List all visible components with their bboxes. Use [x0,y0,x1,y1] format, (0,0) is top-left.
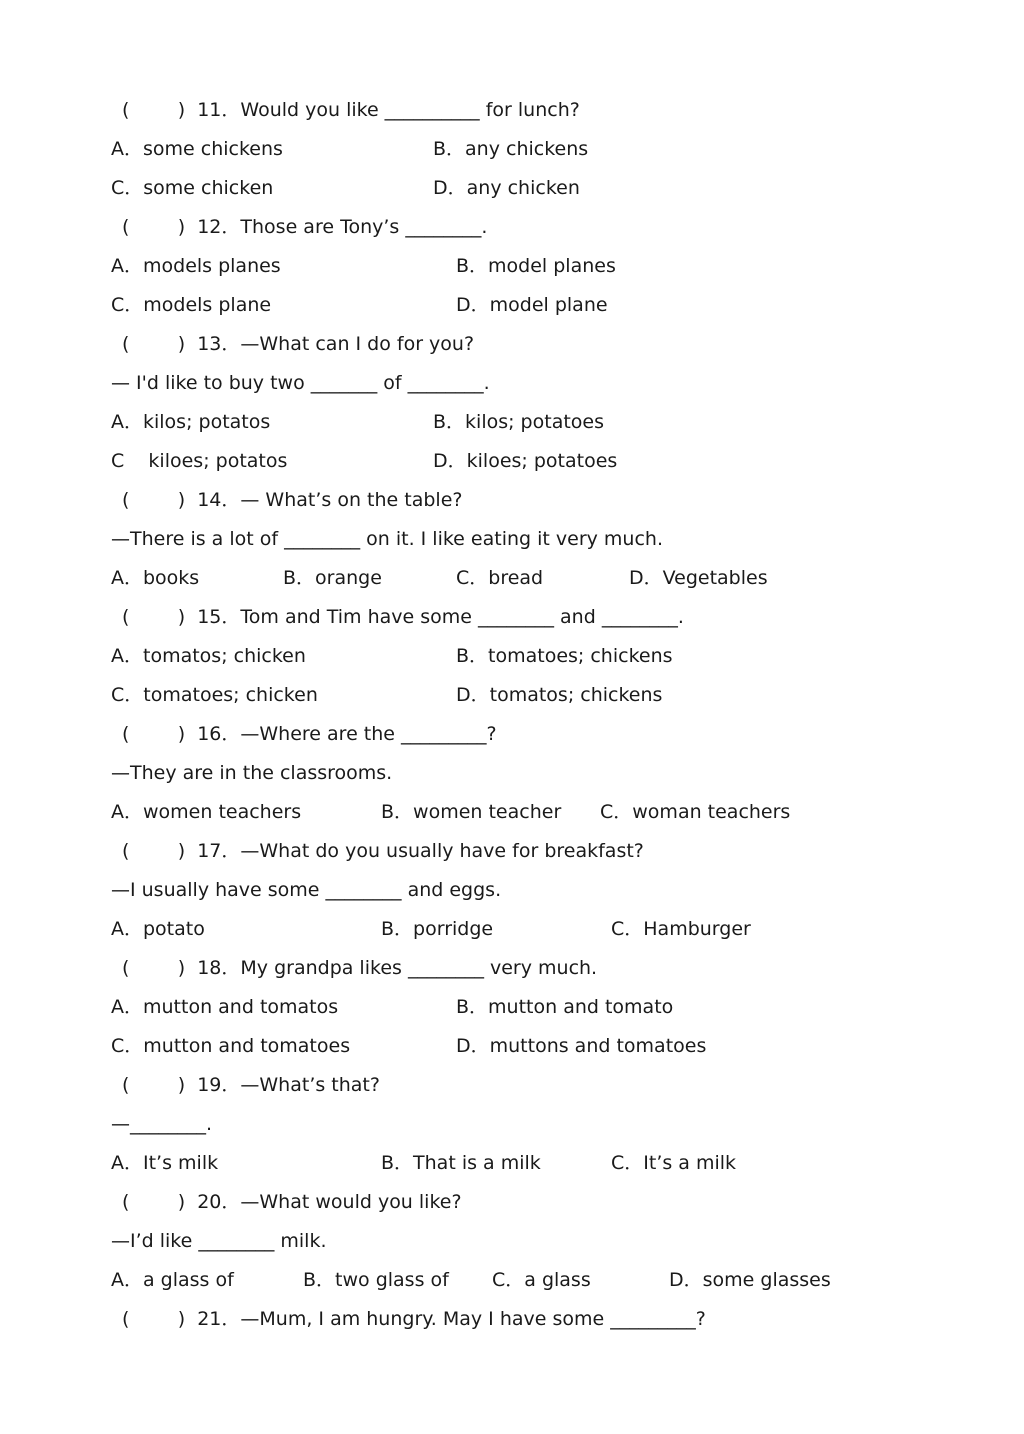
answer-option: D．kiloes; potatoes [433,450,618,472]
answer-option: A．kilos; potatos [111,411,271,433]
question-stem: ( ) 18．My grandpa likes ________ very much. [122,957,598,979]
answer-option: A．a glass of [111,1269,234,1291]
question-stem: ( ) 13．—What can I do for you? [122,333,475,355]
answer-option: B．porridge [381,918,494,940]
answer-option: D．tomatos; chickens [456,684,663,706]
dialogue-line: —I’d like ________ milk. [111,1230,327,1252]
answer-option: C．It’s a milk [611,1152,737,1174]
answer-option: B．orange [283,567,382,589]
dialogue-line: — I'd like to buy two _______ of ________. [111,372,490,394]
answer-option: C．models plane [111,294,272,316]
answer-option: A．mutton and tomatos [111,996,339,1018]
question-stem: ( ) 14．— What’s on the table? [122,489,463,511]
answer-option: C．a glass [492,1269,591,1291]
answer-option: B．any chickens [433,138,589,160]
answer-option: B．two glass of [303,1269,449,1291]
dialogue-line: —They are in the classrooms. [111,762,393,784]
answer-option: A．tomatos; chicken [111,645,306,667]
question-stem: ( ) 19．—What’s that? [122,1074,380,1096]
answer-option: C kiloes; potatos [111,450,288,472]
answer-option: B．That is a milk [381,1152,541,1174]
answer-option: A．some chickens [111,138,283,160]
dialogue-line: —________. [111,1113,213,1135]
answer-option: D．some glasses [669,1269,831,1291]
question-stem: ( ) 20．—What would you like? [122,1191,462,1213]
answer-option: B．tomatoes; chickens [456,645,673,667]
answer-option: A．women teachers [111,801,302,823]
answer-option: C．tomatoes; chicken [111,684,318,706]
question-stem: ( ) 17．—What do you usually have for breakfast? [122,840,644,862]
question-stem: ( ) 15．Tom and Tim have some ________ and ________. [122,606,684,628]
answer-option: C．bread [456,567,544,589]
answer-option: D．muttons and tomatoes [456,1035,707,1057]
question-stem: ( ) 11．Would you like __________ for lunch? [122,99,580,121]
answer-option: B．model planes [456,255,616,277]
answer-option: D．Vegetables [629,567,768,589]
question-stem: ( ) 21．—Mum, I am hungry. May I have some _________? [122,1308,706,1330]
dialogue-line: —There is a lot of ________ on it. I like eating it very much. [111,528,663,550]
answer-option: C．Hamburger [611,918,751,940]
answer-option: C．mutton and tomatoes [111,1035,351,1057]
dialogue-line: —I usually have some ________ and eggs. [111,879,502,901]
answer-option: C．some chicken [111,177,274,199]
answer-option: B．women teacher [381,801,562,823]
answer-option: A．potato [111,918,205,940]
answer-option: D．any chicken [433,177,580,199]
answer-option: C．woman teachers [600,801,791,823]
answer-option: A．models planes [111,255,281,277]
question-stem: ( ) 12．Those are Tony’s ________. [122,216,488,238]
answer-option: B．mutton and tomato [456,996,674,1018]
answer-option: D．model plane [456,294,608,316]
answer-option: B．kilos; potatoes [433,411,605,433]
answer-option: A．It’s milk [111,1152,219,1174]
question-stem: ( ) 16．—Where are the _________? [122,723,497,745]
answer-option: A．books [111,567,200,589]
